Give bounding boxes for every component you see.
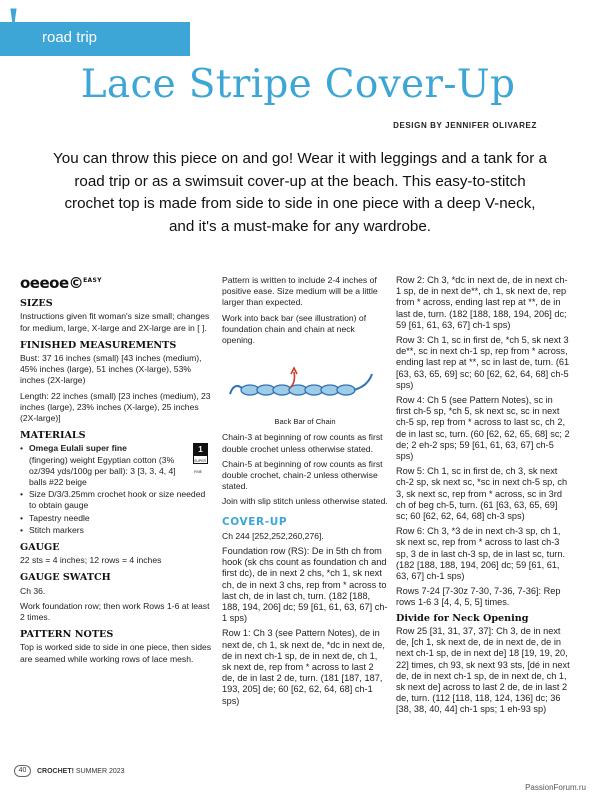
materials-heading: MATERIALS — [20, 430, 86, 442]
list-item: • Size D/3/3.25mm crochet hook or size needed to obtain gauge — [20, 489, 212, 511]
gauge-swatch-heading: GAUGE SWATCH — [20, 572, 111, 584]
row-2: Row 2: Ch 3, *dc in next de, de in next ch-1 sp, de in next de**, ch 1, sk next de, rep from * across, ending last rep at **, de in last de, turn. (182 [188, 188, 194, 206] dc; 59 [61, 61, 63, 67] ch-1 sps) — [396, 275, 568, 330]
pattern-notes-heading: PATTERN NOTES — [20, 629, 114, 641]
pattern-note: Join with slip stitch unless otherwise stated. — [222, 496, 388, 507]
list-item: • Tapestry needle — [20, 513, 212, 524]
row-6: Row 6: Ch 3, *3 de in next ch-3 sp, ch 1, sk next sc, rep from * across to last ch-3 sp, 3 de in last ch-3 sp, de in last sc, turn. (182 [188, 188, 194, 206] dc; 59 [61, 61, 63, 67] ch-1 sps) — [396, 526, 566, 582]
bust-text: Bust: 37 16 inches (small) [43 inches (medium), 45% inches (large), 51 inches (X-large), 53% inches (2X-large) — [20, 353, 202, 386]
yarn-weight-icon: 1 SUPER FINE — [194, 445, 207, 474]
chain-instruction: Ch 244 [252,252,260,276]. — [222, 530, 324, 541]
column-middle — [222, 275, 388, 711]
cover-up-heading: COVER-UP — [222, 515, 288, 528]
length-text: Length: 22 inches (small) [23 inches (medium), 23 inches (large), 23% inches (X-large), 25 inches (2X-large)] — [20, 390, 211, 424]
row-5: Row 5: Ch 1, sc in first de, ch 3, sk next ch-2 sp, sk next sc, *sc in next ch-5 sp, ch 3, sk next sc, rep from * across, sc in 3rd ch of beg ch-5, turn. (61 [63, 63, 65, 69] sc; 60 [62, 62, 64, 68] ch-3 sps) — [396, 466, 568, 522]
section-tag — [0, 2, 190, 56]
neck-opening-heading: Divide for Neck Opening — [396, 612, 529, 624]
back-bar-illustration — [222, 352, 388, 412]
pattern-note: Chain-3 at beginning of row counts as first double crochet unless otherwise stated. — [222, 432, 383, 454]
gauge-text: 22 sts = 4 inches; 12 rows = 4 inches — [20, 555, 162, 566]
chain-illustration-icon — [222, 352, 388, 412]
figure-caption: Back Bar of Chain — [274, 417, 336, 427]
exclamation-icon: ! — [6, 2, 21, 42]
gauge-heading: GAUGE — [20, 542, 60, 554]
column-left — [20, 275, 212, 669]
row-3: Row 3: Ch 1, sc in first de, *ch 5, sk next 3 de**, sc in next ch-1 sp, rep from * across, ending last rep at **, sc in last de, turn. (61 [63, 63, 65, 69] sc; 60 [62, 62, 64, 68] ch-5 sps) — [396, 335, 570, 390]
finished-heading: FINISHED MEASUREMENTS — [20, 339, 177, 351]
magazine-name: CROCHET! — [37, 767, 74, 775]
section-tag-label: road trip — [42, 29, 98, 46]
column-right — [396, 275, 570, 720]
designer-byline: DESIGN BY JENNIFER OLIVAREZ — [393, 121, 537, 130]
pattern-note: Top is worked side to side in one piece, then sides are seamed while working rows of lace mesh. — [20, 642, 212, 664]
pattern-note: Chain-5 at beginning of row counts as first double crochet, chain-2 unless otherwise stated. — [222, 458, 383, 492]
watermark: PassionForum.ru — [525, 783, 586, 792]
skill-level-symbols: oeeoe©$^{EASY}$ — [20, 274, 102, 292]
row-1: Row 1: Ch 3 (see Pattern Notes), de in next de, ch 1, sk next de, *dc in next de, de in next ch-1 sp, de in next de, ch 1, sk next de, rep from * across to last 2 de, de in last 2 de, turn. (181 [187, 187, 193, 205] de; 60 [62, 62, 64, 68] ch-1 sps) — [222, 628, 385, 706]
list-item: • Stitch markers — [20, 525, 212, 536]
pattern-note: Work into back bar (see illustration) of foundation chain and chain at neck opening. — [222, 312, 367, 346]
foundation-row: Foundation row (RS): De in 5th ch from hook (sk chs count as foundation ch and first dc), de in next 2 chs, *ch 1, sk next ch, de in next 3 chs, rep from * across to last ch, de in last ch, turn. (182 [188, 188, 194, 206] dc; 59 [61, 61, 63, 67] ch-1 sps) — [222, 546, 388, 624]
row-4: Row 4: Ch 5 (see Pattern Notes), sc in first ch-5 sp, *ch 5, sk next sc, sc in next ch-5 sp, rep from * across to last sc, ch 2, de in last sc, turn. (60 [62, 62, 65, 68] sc; 2 de; 2 eh-2 sps; 59 [61, 61, 63, 67] ch-5 sps) — [396, 395, 570, 462]
page-number: 40 — [14, 765, 31, 777]
pattern-note: Pattern is written to include 2-4 inches of positive ease. Size medium will be a little larger than expected. — [222, 275, 378, 308]
gauge-swatch-line: Work foundation row; then work Rows 1-6 at least 2 times. — [20, 600, 210, 623]
sizes-text: Instructions given fit woman's size small; changes for medium, large, X-large and 2X-large are in [ ]. — [20, 311, 210, 333]
gauge-swatch-line: Ch 36. — [20, 585, 46, 596]
issue-label: SUMMER 2023 — [75, 767, 125, 775]
intro-paragraph: You can throw this piece on and go! Wear it with leggings and a tank for a road trip or as a swimsuit cover-up at the beach. This easy-to-stitch crochet top is made from side to side in one piece with a deep V-neck, and it's a must-make for any wardrobe. — [53, 150, 547, 235]
sizes-heading: SIZES — [20, 298, 53, 310]
page-footer — [14, 765, 125, 777]
page-title: Lace Stripe Cover-Up — [80, 62, 516, 107]
materials-list — [20, 443, 212, 536]
list-item: • Omega Eulali super fine (fingering) weight Egyptian cotton (3% oz/394 yds/100g per ball): 3 [3, 3, 4, 4] balls #22 beige 1 SUPER FINE — [20, 443, 212, 488]
rows-7-repeat: Rows 7-24 [7-30z 7-30, 7-36, 7-36]: Rep rows 1-6 3 [4, 4, 5, 5] times. — [396, 586, 561, 608]
row-25: Row 25 [31, 31, 37, 37]: Ch 3, de in next de, [ch 1, sk next de, de in next de, de in next ch-1 sp, de in next de] 18 [19, 19, 20, 22] times, ch 93, sk next 93 sts, [dé in next de, de in next ch-1 sp, de in next de, ch 1, sk next de] across to last 2 de, de in last 2 de, turn. (112 [118, 118, 124, 136] dc; 36 [38, 38, 40, 44] ch-1 sps; 1 eh-93 sp) — [396, 625, 570, 715]
